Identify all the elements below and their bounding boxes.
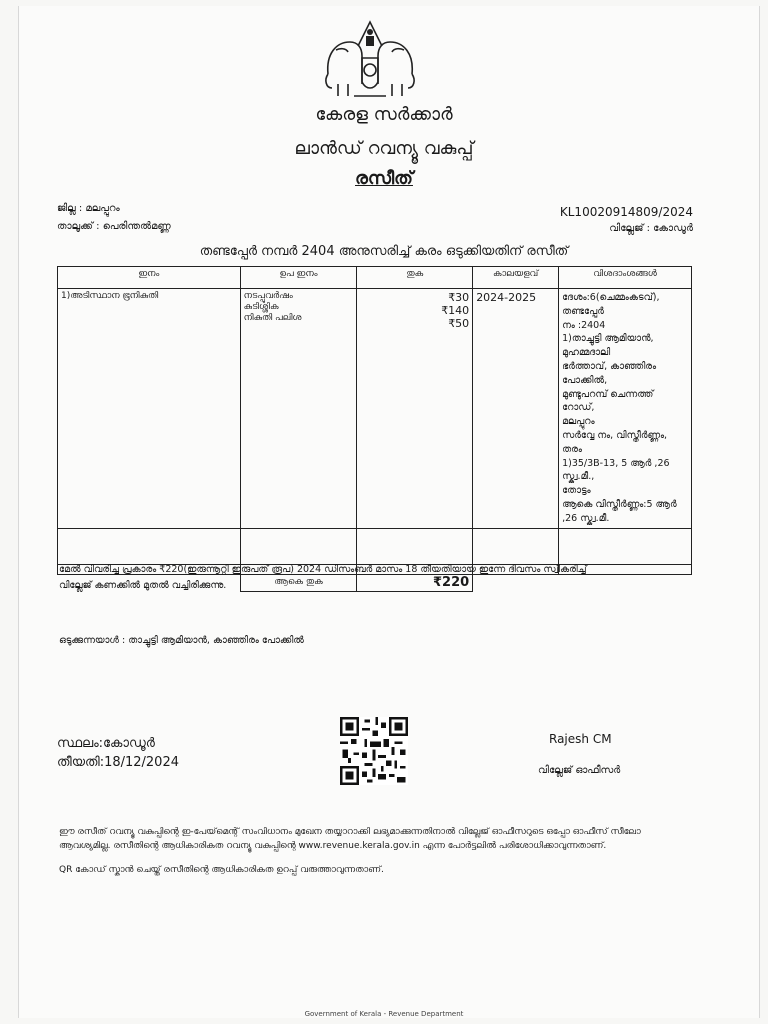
detail-line: നം :2404 — [562, 319, 606, 331]
sub-item-interest: നികുതി പലിശ — [243, 313, 302, 323]
date-label: തീയതി:18/12/2024 — [57, 755, 179, 770]
header-item: ഇനം — [58, 267, 241, 289]
header-sub-item: ഉപ ഇനം — [240, 267, 357, 289]
officer-title: വില്ലേജ് ഓഫീസർ — [538, 765, 621, 776]
amount-arrears: ₹140 — [441, 304, 470, 317]
amount-cell — [357, 289, 473, 529]
page-title: രസീത് — [355, 168, 413, 189]
footer-note-2: ആവശ്യമില്ല. രസീതിന്റെ ആധികാരികത റവന്യൂ വകുപ്പിന്റെ www.revenue.kerala.gov.in എന്ന പോർട്ടലിൽ പരിശോധിക്കാവുന്നതാണ്. — [59, 841, 607, 851]
district-label: ജില്ല : മലപ്പുറം — [57, 203, 120, 214]
footer-note-1: ഈ രസീത് റവന്യൂ വകുപ്പിന്റെ ഇ-പേയ്‌മെന്റ് സംവിധാനം മുഖേന തയ്യാറാക്കി ലഭ്യമാക്കുന്നതിനാൽ വില്ലേജ് ഓഫീസറുടെ ഒപ്പോ ഓഫീസ് സീലോ — [59, 827, 641, 837]
payer-line: ഒടുക്കുന്നയാൾ : താച്ചുട്ടി ആമിയാൻ, കാഞ്ഞിരം പോക്കിൽ — [59, 635, 304, 646]
detail-line: ദേശം:6(ചെമ്മംകടവ്), തണ്ടപ്പേർ — [562, 292, 660, 317]
header-period: കാലയളവ് — [473, 267, 559, 289]
footer-note-3: QR കോഡ് സ്കാൻ ചെയ്ത് രസീതിന്റെ ആധികാരികത ഉറപ്പ് വരുത്താവുന്നതാണ്. — [59, 865, 384, 875]
sub-item-cell — [240, 289, 357, 529]
table-header-row — [58, 267, 692, 289]
detail-line: മലപ്പുറം — [562, 416, 595, 428]
detail-line: ആകെ വിസ്തീർണ്ണം:5 ആർ ,26 സ്ക്വ.മീ. — [562, 498, 677, 524]
taluk-label: താലൂക്ക് : പെരിന്തൽമണ്ണ — [57, 221, 171, 232]
table-row-empty — [58, 528, 692, 564]
statement-line-1: മേൽ വിവരിച്ച പ്രകാരം ₹220(ഇരുന്നൂറ്റി ഇരുപത് രൂപ) 2024 ഡിസംബർ മാസം 18 തീയതിയായ ഇന്നേ ദിവസം സ്വീകരിച്ച് — [59, 564, 587, 575]
detail-line: 1)താച്ചുട്ടി ആമിയാൻ, മുഹമ്മദാലി — [562, 333, 654, 359]
period-cell: 2024-2025 — [473, 289, 559, 529]
header-department: ലാൻഡ് റവന്യൂ വകുപ്പ് — [294, 138, 474, 159]
tax-table — [57, 266, 692, 592]
amount-interest: ₹50 — [448, 317, 470, 330]
receipt-subtitle: തണ്ടപ്പേർ നമ്പർ 2404 അനുസരിച്ച് കരം ഒടുക്കിയതിന് രസീത് — [199, 244, 569, 259]
sub-item-current: നടപ്പുവർഷം — [243, 291, 293, 301]
kerala-emblem-icon — [318, 14, 422, 100]
detail-line: മുണ്ടുപറമ്പ് ചെന്നത്ത് റോഡ്, — [562, 388, 654, 414]
statement-line-2: വില്ലേജ് കണക്കിൽ മുതൽ വച്ചിരിക്കുന്നു. — [59, 580, 227, 591]
total-amount: ₹220 — [357, 574, 473, 591]
officer-name: Rajesh CM — [549, 732, 612, 746]
detail-line: ഭർത്താവ്, കാഞ്ഞിരം പോക്കിൽ, — [562, 360, 657, 386]
place-label: സ്ഥലം:കോഡൂർ — [57, 736, 155, 751]
village-label: വില്ലേജ് : കോഡൂർ — [609, 223, 693, 234]
bottom-footer: Government of Kerala - Revenue Department — [304, 1010, 464, 1018]
receipt-number: KL10020914809/2024 — [559, 205, 693, 219]
header-amount: തുക — [357, 267, 473, 289]
detail-line: തോട്ടം — [562, 485, 591, 497]
details-cell — [559, 289, 692, 529]
table-row — [58, 289, 692, 529]
total-label: ആകെ തുക — [240, 574, 357, 591]
item-cell: 1)അടിസ്ഥാന ഭൂനികുതി — [58, 289, 241, 529]
amount-current: ₹30 — [448, 291, 470, 304]
header-details: വിശദാംശങ്ങൾ — [559, 267, 692, 289]
sub-item-arrears: കുടിശ്ശിക — [243, 302, 279, 312]
qr-code-icon — [340, 717, 408, 785]
detail-line: സർവ്വേ നം, വിസ്തീർണ്ണം, തരം — [562, 429, 668, 455]
detail-line: 1)35/3B-13, 5 ആർ ,26 സ്ക്വ.മീ., — [562, 457, 670, 483]
header-govt: കേരള സർക്കാർ — [315, 104, 453, 125]
